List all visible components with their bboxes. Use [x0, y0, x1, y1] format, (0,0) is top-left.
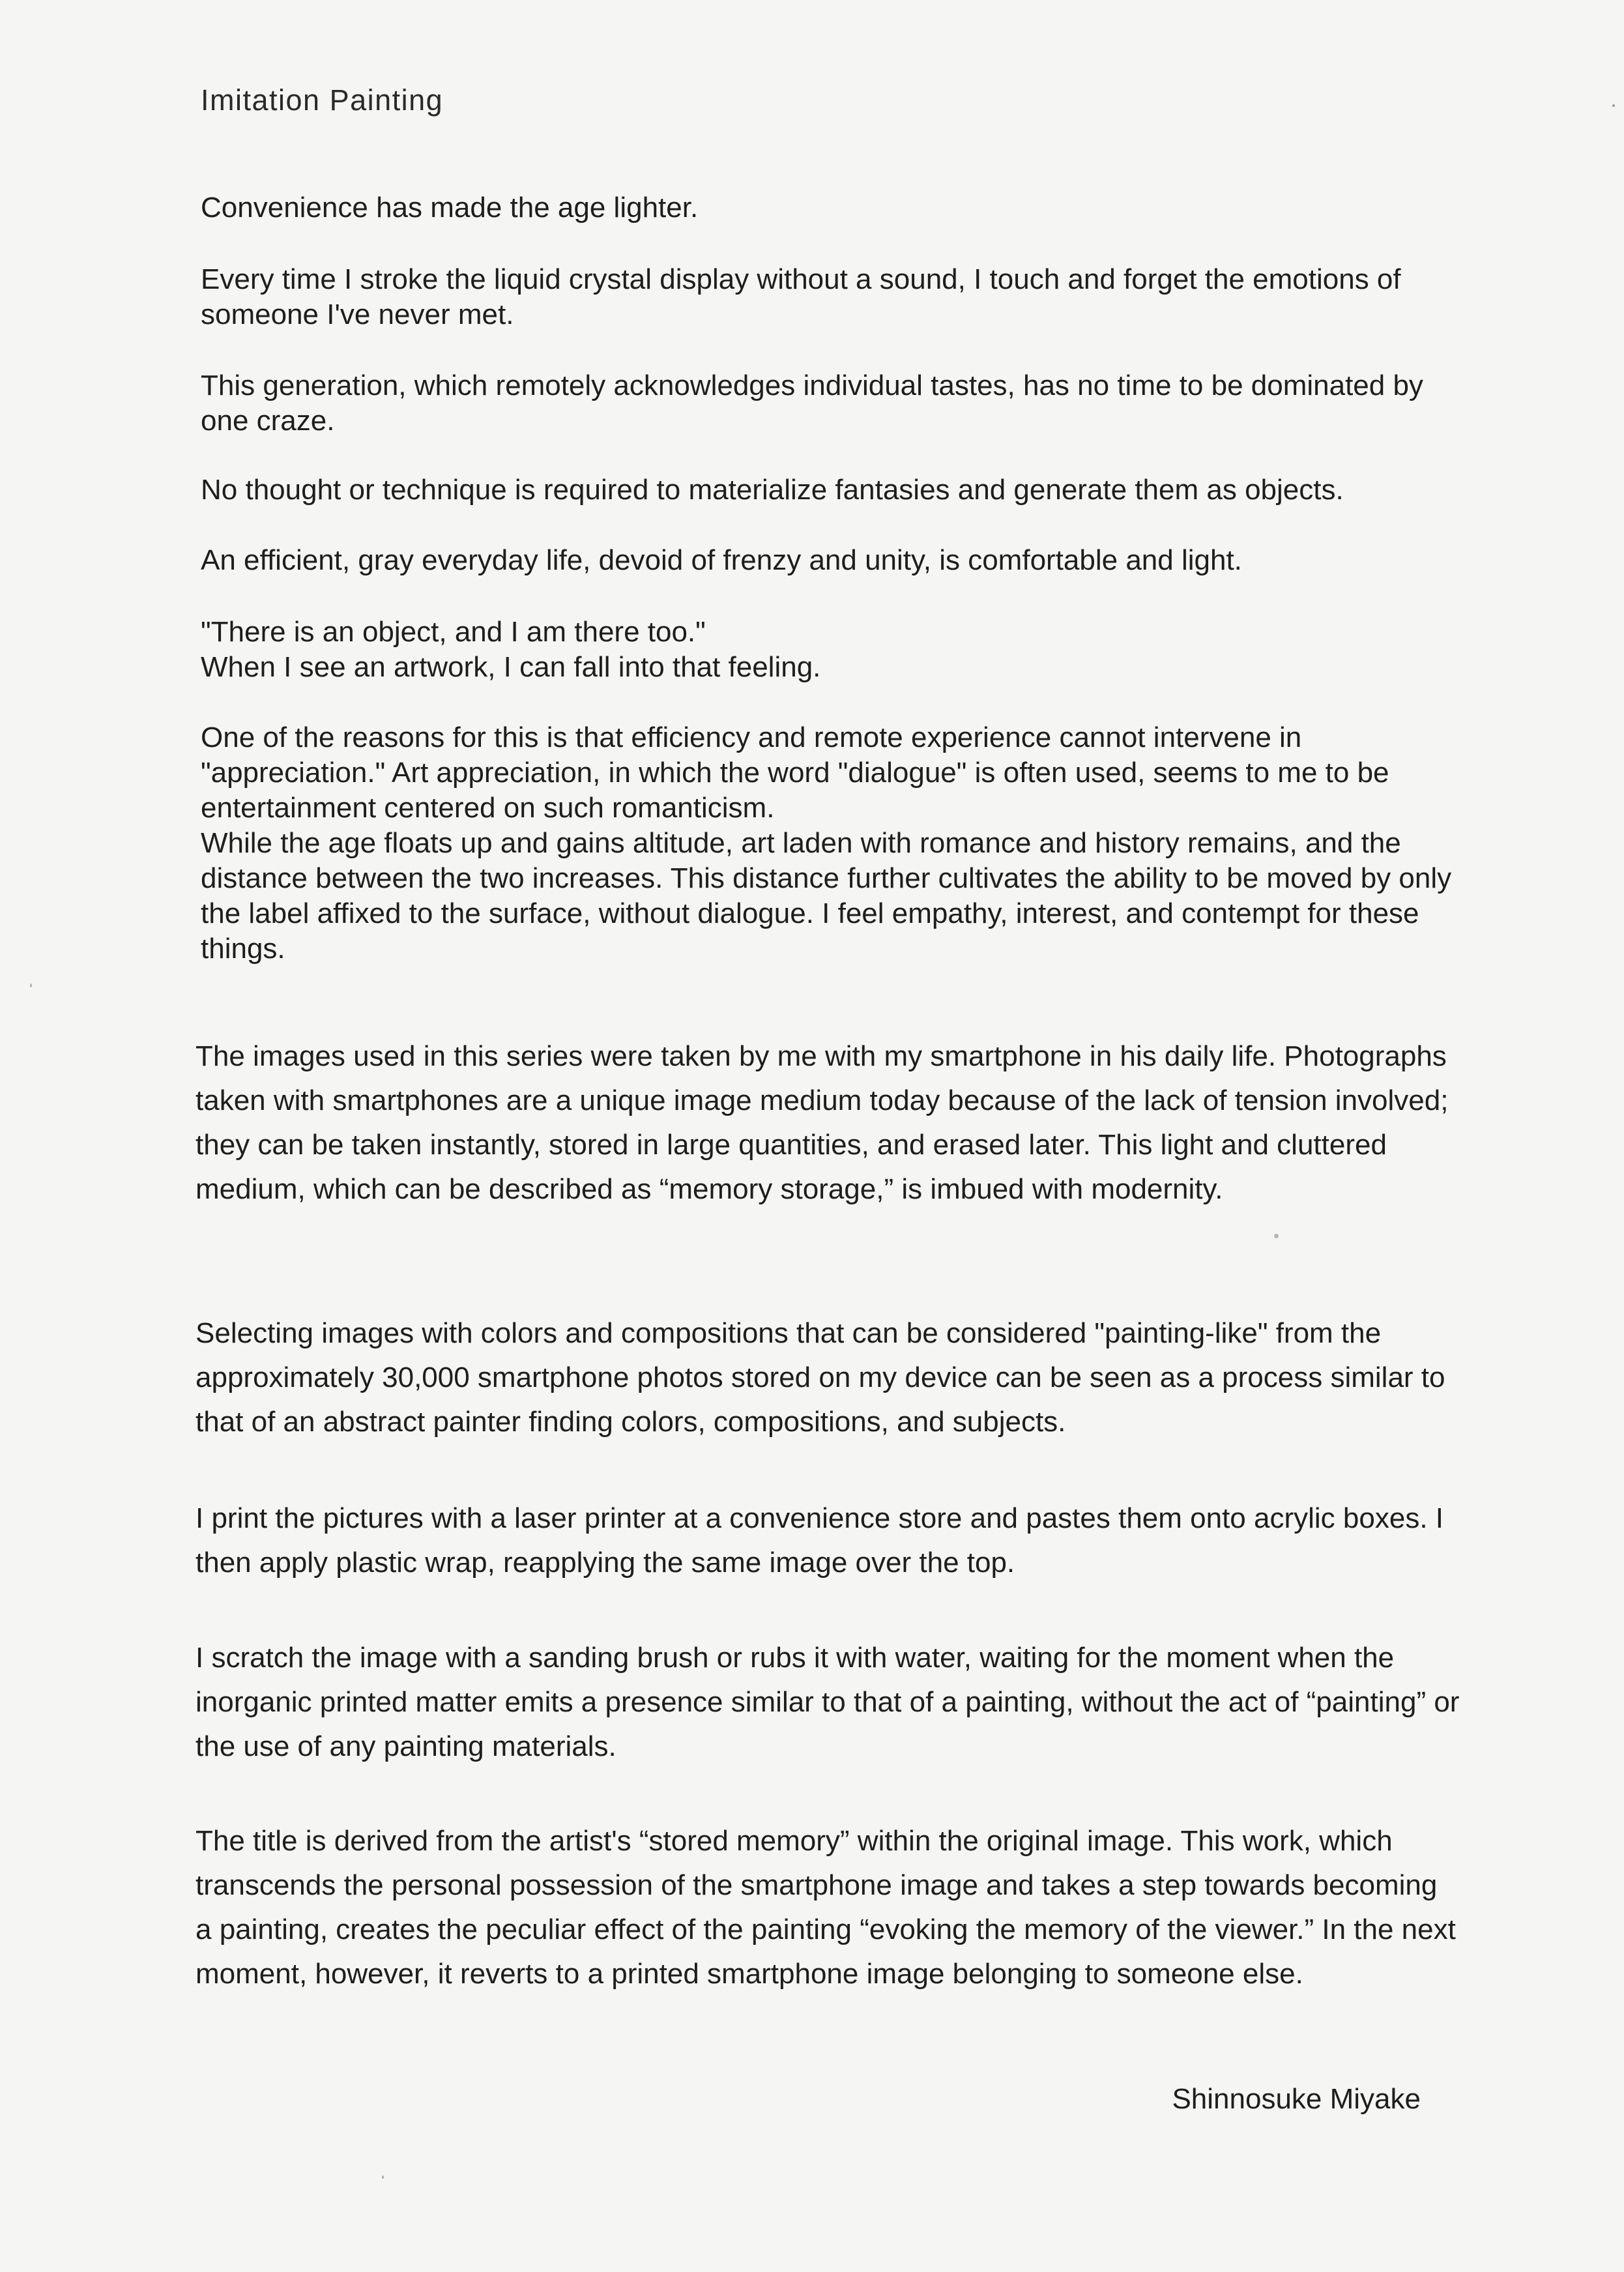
paragraph: An efficient, gray everyday life, devoid of frenzy and unity, is comfortable and light. — [201, 544, 1242, 576]
paragraph: "There is an object, and I am there too." When I see an artwork, I can fall into that feeling. — [201, 616, 821, 683]
paragraph: Every time I stroke the liquid crystal display without a sound, I touch and forget the emotions of someone I've never met. — [201, 263, 1401, 330]
author-signature: Shinnosuke Miyake — [1172, 2083, 1421, 2115]
paragraph: I scratch the image with a sanding brush or rubs it with water, waiting for the moment when the inorganic printed matter emits a presence similar to that of a painting, without the act of “painting” or the use of any painting materials. — [196, 1642, 1460, 1762]
paper-speck — [1612, 104, 1615, 107]
paragraph: The images used in this series were taken by me with my smartphone in his daily life. Photographs taken with smartphones are a unique image medium today because of the lack of tension involved; they can be taken instantly, stored in large quantities, and erased later. This light and cluttered medium, which can be described as “memory storage,” is imbued with modernity. — [196, 1040, 1449, 1205]
paper-speck — [1274, 1234, 1279, 1238]
paragraph: No thought or technique is required to materialize fantasies and generate them as objects. — [201, 474, 1344, 506]
paragraph: The title is derived from the artist's “stored memory” within the original image. This work, which transcends the personal possession of the smartphone image and takes a step towards becoming a painting, creates the peculiar effect of the painting “evoking the memory of the viewer.” In the next moment, however, it reverts to a printed smartphone image belonging to someone else. — [196, 1825, 1456, 1990]
paragraph: Convenience has made the age lighter. — [201, 192, 699, 224]
paper-speck — [382, 2176, 384, 2179]
paragraph: Selecting images with colors and compositions that can be considered "painting-like" from the approximately 30,000 smartphone photos stored on my device can be seen as a process similar to that of an abstract painter finding colors, compositions, and subjects. — [196, 1317, 1445, 1438]
paper-speck — [30, 983, 32, 987]
paragraph: One of the reasons for this is that efficiency and remote experience cannot intervene in "appreciation." Art appreciation, in which the word "dialogue" is often used, seems to me to be entertainment centered on such romanticism. While the age floats up and gains altitude, art laden with romance and history remains, and the distance between the two increases. This distance further cultivates the ability to be moved by only the label affixed to the surface, without dialogue. I feel empathy, interest, and contempt for these things. — [201, 721, 1452, 965]
paragraph: This generation, which remotely acknowledges individual tastes, has no time to be dominated by one craze. — [201, 370, 1423, 437]
paragraph: I print the pictures with a laser printer at a convenience store and pastes them onto acrylic boxes. I then apply plastic wrap, reapplying the same image over the top. — [196, 1502, 1443, 1579]
document-title: Imitation Painting — [201, 83, 444, 117]
